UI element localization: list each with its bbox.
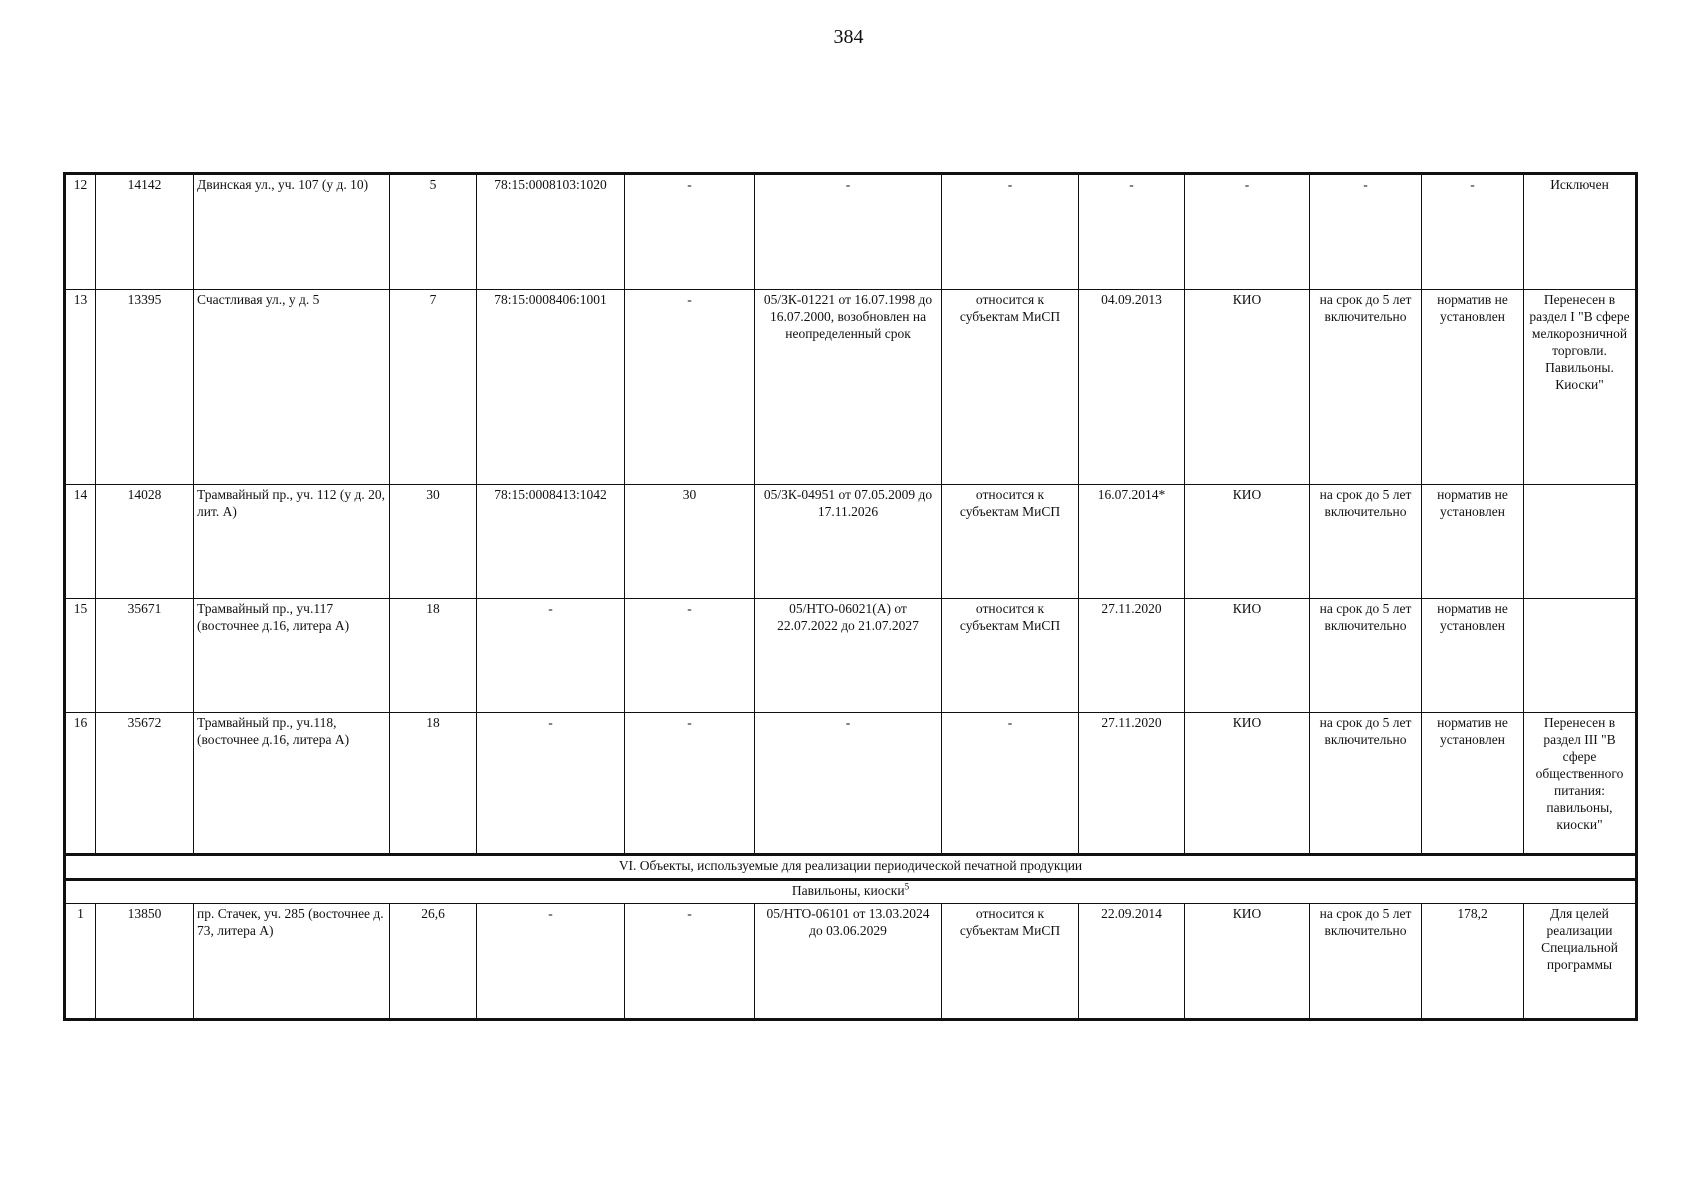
authority: КИО	[1185, 904, 1310, 1020]
authority: КИО	[1185, 599, 1310, 713]
section-title: VI. Объекты, используемые для реализации периодической печатной продукции	[65, 855, 1637, 880]
object-address: Трамвайный пр., уч.118, (восточнее д.16, литера А)	[194, 713, 390, 855]
authority: КИО	[1185, 485, 1310, 599]
date: 16.07.2014*	[1079, 485, 1185, 599]
object-area: 5	[390, 174, 477, 290]
contract-info: -	[755, 713, 942, 855]
norm: 178,2	[1422, 904, 1524, 1020]
sme-status: относится к субъектам МиСП	[942, 485, 1079, 599]
authority: -	[1185, 174, 1310, 290]
register-table	[63, 172, 1638, 1021]
cadastral-number: -	[477, 904, 625, 1020]
norm: -	[1422, 174, 1524, 290]
row-number: 13	[65, 290, 96, 485]
cell-col6: -	[625, 904, 755, 1020]
note	[1524, 485, 1637, 599]
row-number: 14	[65, 485, 96, 599]
object-id: 14028	[96, 485, 194, 599]
sme-status: -	[942, 174, 1079, 290]
section-row	[65, 855, 1637, 880]
date: 04.09.2013	[1079, 290, 1185, 485]
object-area: 18	[390, 599, 477, 713]
contract-info: -	[755, 174, 942, 290]
date: 22.09.2014	[1079, 904, 1185, 1020]
cadastral-number: 78:15:0008406:1001	[477, 290, 625, 485]
cell-col6: -	[625, 599, 755, 713]
cell-col6: -	[625, 290, 755, 485]
sme-status: -	[942, 713, 1079, 855]
subsection-title: Павильоны, киоски	[791, 883, 905, 898]
term: -	[1310, 174, 1422, 290]
contract-info: 05/ЗК-04951 от 07.05.2009 до 17.11.2026	[755, 485, 942, 599]
table-row	[65, 290, 1637, 485]
norm: норматив не установлен	[1422, 485, 1524, 599]
footnote-mark: 5	[904, 881, 910, 892]
term: на срок до 5 лет включительно	[1310, 599, 1422, 713]
note: Исключен	[1524, 174, 1637, 290]
cell-col6: -	[625, 713, 755, 855]
term: на срок до 5 лет включительно	[1310, 713, 1422, 855]
note: Перенесен в раздел III "В сфере общественного питания: павильоны, киоски"	[1524, 713, 1637, 855]
object-address: Двинская ул., уч. 107 (у д. 10)	[194, 174, 390, 290]
object-id: 35672	[96, 713, 194, 855]
term: на срок до 5 лет включительно	[1310, 904, 1422, 1020]
sme-status: относится к субъектам МиСП	[942, 599, 1079, 713]
norm: норматив не установлен	[1422, 713, 1524, 855]
note: Для целей реализации Специальной программы	[1524, 904, 1637, 1020]
contract-info: 05/НТО-06101 от 13.03.2024 до 03.06.2029	[755, 904, 942, 1020]
row-number: 1	[65, 904, 96, 1020]
note: Перенесен в раздел I "В сфере мелкорозничной торговли. Павильоны. Киоски"	[1524, 290, 1637, 485]
subsection-cell	[65, 880, 1637, 904]
object-address: Счастливая ул., у д. 5	[194, 290, 390, 485]
norm: норматив не установлен	[1422, 599, 1524, 713]
object-id: 35671	[96, 599, 194, 713]
subsection-row	[65, 880, 1637, 904]
cadastral-number: -	[477, 713, 625, 855]
table-row	[65, 174, 1637, 290]
sme-status: относится к субъектам МиСП	[942, 904, 1079, 1020]
row-number: 12	[65, 174, 96, 290]
authority: КИО	[1185, 290, 1310, 485]
date: 27.11.2020	[1079, 599, 1185, 713]
object-area: 26,6	[390, 904, 477, 1020]
object-area: 30	[390, 485, 477, 599]
table-row	[65, 599, 1637, 713]
sme-status: относится к субъектам МиСП	[942, 290, 1079, 485]
row-number: 16	[65, 713, 96, 855]
cell-col6: -	[625, 174, 755, 290]
contract-info: 05/НТО-06021(А) от 22.07.2022 до 21.07.2027	[755, 599, 942, 713]
page-number: 384	[833, 26, 864, 48]
table-row	[65, 713, 1637, 855]
object-area: 18	[390, 713, 477, 855]
date: 27.11.2020	[1079, 713, 1185, 855]
note	[1524, 599, 1637, 713]
term: на срок до 5 лет включительно	[1310, 485, 1422, 599]
cadastral-number: -	[477, 599, 625, 713]
object-address: Трамвайный пр., уч. 112 (у д. 20, лит. А)	[194, 485, 390, 599]
table-row	[65, 485, 1637, 599]
object-address: Трамвайный пр., уч.117 (восточнее д.16, литера А)	[194, 599, 390, 713]
object-area: 7	[390, 290, 477, 485]
cadastral-number: 78:15:0008103:1020	[477, 174, 625, 290]
row-number: 15	[65, 599, 96, 713]
object-id: 13850	[96, 904, 194, 1020]
object-id: 13395	[96, 290, 194, 485]
term: на срок до 5 лет включительно	[1310, 290, 1422, 485]
norm: норматив не установлен	[1422, 290, 1524, 485]
contract-info: 05/ЗК-01221 от 16.07.1998 до 16.07.2000, возобновлен на неопределенный срок	[755, 290, 942, 485]
object-id: 14142	[96, 174, 194, 290]
cadastral-number: 78:15:0008413:1042	[477, 485, 625, 599]
date: -	[1079, 174, 1185, 290]
object-address: пр. Стачек, уч. 285 (восточнее д. 73, литера А)	[194, 904, 390, 1020]
cell-col6: 30	[625, 485, 755, 599]
table-row	[65, 904, 1637, 1020]
authority: КИО	[1185, 713, 1310, 855]
